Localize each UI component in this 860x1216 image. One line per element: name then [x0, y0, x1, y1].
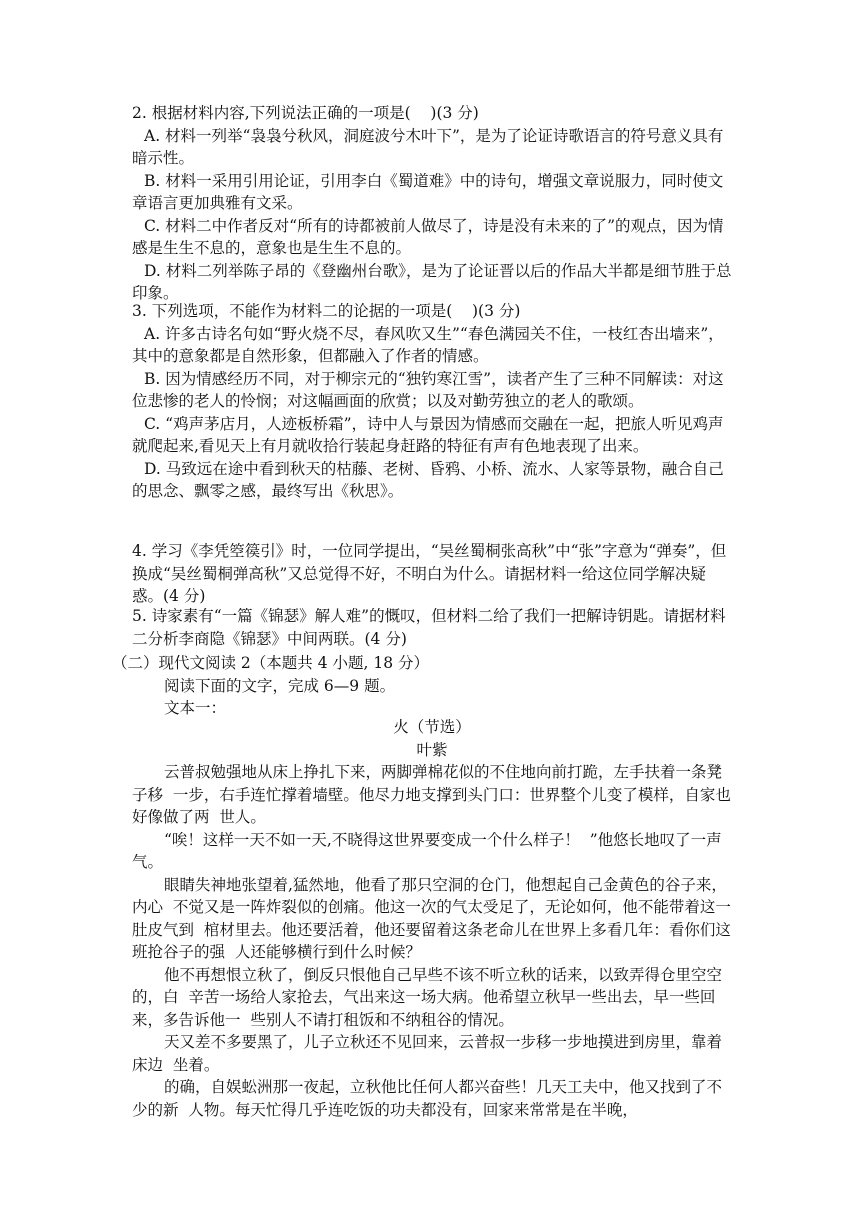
story-title: 火（节选） — [393, 718, 471, 736]
story-author: 叶紫 — [416, 740, 448, 759]
story — [132, 716, 732, 1121]
option-b: B. 材料一采用引用论证，引用李白《蜀道难》中的诗句，增强文章说服力，同时使文章语言更加典雅有文采。 — [132, 171, 724, 212]
section-heading: （二）现代文阅读 2（本题共 4 小题, 18 分） — [112, 654, 430, 672]
question-2 — [132, 102, 732, 305]
text-label: 文本一： — [164, 699, 227, 717]
story-paragraph: 的确，自娱蚣洲那一夜起，立秋他比任何人都兴奋些！几天工夫中，他又找到了不少的新 人物。每天忙得几乎连吃饭的功夫都没有，回家来常常是在半晚， — [132, 1078, 723, 1119]
option-c: C. 材料二中作者反对“所有的诗都被前人做尽了，诗是没有未来的了”的观点，因为情感是生生不息的，意象也是生生不息的。 — [132, 216, 724, 257]
question-stem: 3. 下列选项，不能作为材料二的论据的一项是( )(3 分) — [132, 302, 521, 320]
option-d: D. 马致远在途中看到秋天的枯藤、老树、昏鸦、小桥、流水、人家等景物，融合自己的思念、飘零之感，最终写出《秋思》。 — [132, 459, 724, 500]
question-4 — [132, 540, 732, 608]
option-c: C. “鸡声茅店月，人迹板桥霜”，诗中人与景因为情感而交融在一起，把旅人听见鸡声就爬起来,看见天上有月就收拾行装起身赶路的特征有声有色地表现了出来。 — [132, 414, 724, 455]
section-instruction: 阅读下面的文字，完成 6—9 题。 — [164, 676, 396, 695]
story-paragraph: 云普叔勉强地从床上挣扎下来，两脚弹棉花似的不住地向前打跪，左手扶着一条凳子移 一步，右手连忙撑着墙壁。他尽力地支撑到头门口：世界整个儿变了模样，自家也好像做了两 世人。 — [132, 763, 731, 826]
question-3 — [132, 300, 732, 503]
question-stem: 2. 根据材料内容,下列说法正确的一项是( )(3 分) — [132, 104, 479, 122]
story-paragraph: 天又差不多要黑了，儿子立秋还不见回来，云普叔一步移一步地摸进到房里，靠着床边 坐着。 — [132, 1033, 723, 1074]
option-a: A. 许多古诗名句如“野火烧不尽，春风吹又生”“春色满园关不住，一枝红杏出墙来”，其中的意象都是自然形象，但都融入了作者的情感。 — [132, 324, 724, 365]
question-text: 4. 学习《李凭箜篌引》时，一位同学提出，“吴丝蜀桐张高秋”中“张”字意为“弹奏”，但换成“吴丝蜀桐弹高秋”又总觉得不好，不明白为什么。请据材料一给这位同学解决疑惑。(4 分) — [132, 542, 727, 605]
story-paragraph: 他不再想恨立秋了，倒反只恨他自己早些不该不听立秋的话来，以致弄得仓里空空的，白 辛苦一场给人家抢去，气出来这一场大病。他希望立秋早一些出去，早一些回来，多告诉他一 些别人不请打租饭和不纳租谷的情况。 — [132, 965, 723, 1029]
option-d: D. 材料二列举陈子昂的《登幽州台歌》，是为了论证晋以后的作品大半都是细节胜于总印象。 — [132, 261, 732, 302]
question-5 — [132, 605, 732, 650]
question-text: 5. 诗家素有“一篇《锦瑟》解人难”的慨叹，但材料二给了我们一把解诗钥匙。请据材料二分析李商隐《锦瑟》中间两联。(4 分) — [132, 607, 726, 648]
option-b: B. 因为情感经历不同，对于柳宗元的“独钓寒江雪”，读者产生了三种不同解读：对这位悲惨的老人的怜悯；对这幅画面的欣赏；以及对勤劳独立的老人的歌颂。 — [132, 369, 724, 410]
section-2 — [112, 652, 732, 720]
option-a: A. 材料一列举“袅袅兮秋风，洞庭波兮木叶下”，是为了论证诗歌语言的符号意义具有暗示性。 — [132, 126, 724, 167]
story-paragraph: 眼睛失神地张望着,猛然地，他看了那只空洞的仓门，他想起自己金黄色的谷子来，内心 不觉又是一阵炸裂似的创痛。他这一次的气太受足了，无论如何，他不能带着这一肚皮气到 棺材里去。他还要活着，他还要留着这条老命儿在世界上多看几年：看你们这班抢谷子的强 人还能够横行到什么时候？ — [132, 875, 731, 961]
story-paragraph: “唉！这样一天不如一天,不晓得这世界要变成一个什么样子！ ”他悠长地叹了一声气。 — [132, 830, 722, 871]
